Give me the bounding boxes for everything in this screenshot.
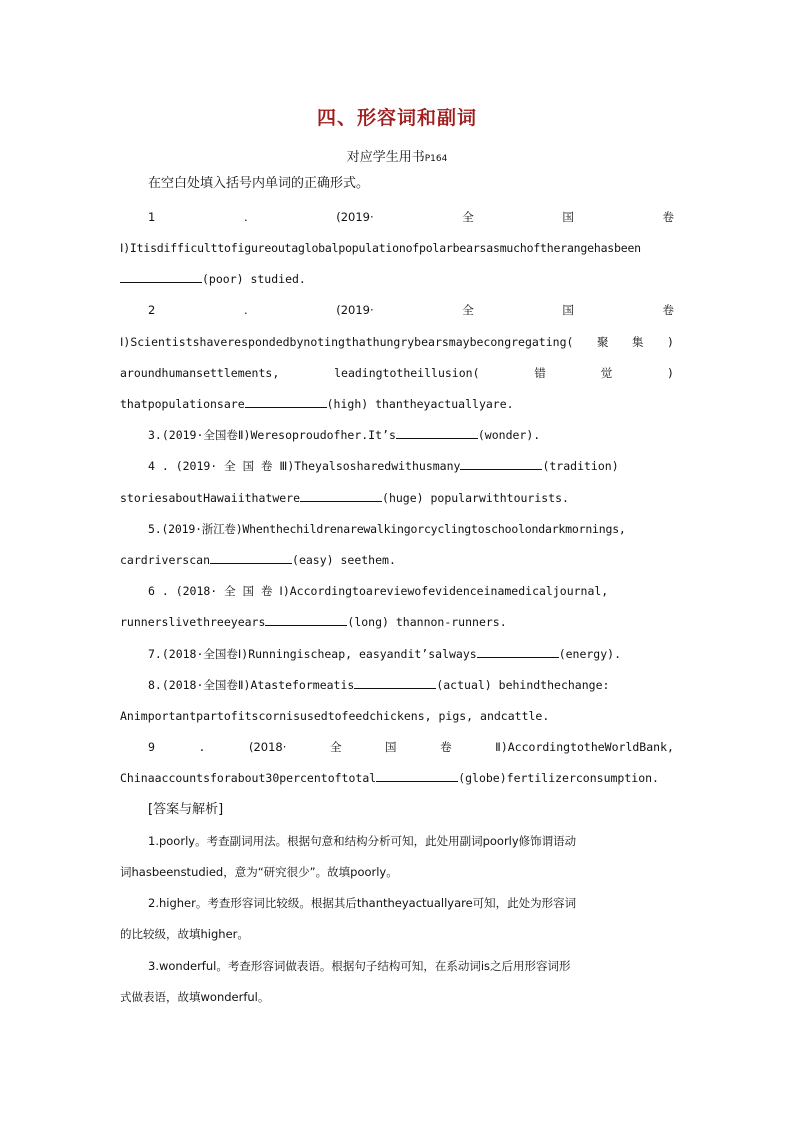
q9-header [148,738,674,756]
q9-head-part: 卷 [440,740,452,754]
q2-head-part: 全 [462,303,474,317]
q1-line3 [120,270,674,288]
q4-line2 [120,489,674,507]
q2-text: ) [667,366,674,380]
q2-text: thatpopulationsare [120,397,245,411]
q2-text: Ⅰ)Scientistshaverespondedbynotingthathungrybearsmaybecongregating( [120,335,574,349]
answer-1-line2: 词hasbeenstudied，意为“研究很少”。故填poorly。 [120,865,398,879]
q6-line1: 6 . (2018· 全 国 卷 Ⅰ)Accordingtoareviewofevidenceinamedicaljournal, [148,584,609,598]
q9-head-part: Ⅱ)AccordingtotheWorldBank, [495,740,674,754]
q2-header [148,301,674,319]
answer-heading: [答案与解析] [148,802,224,817]
answer-blank[interactable] [460,457,542,470]
answer-3-line1: 3.wonderful。考查形容词做表语。根据句子结构可知，在系动词is之后用形容词形 [148,959,571,973]
section-title: 四、形容词和副词 [316,107,477,129]
answer-blank[interactable] [396,426,478,439]
q1-line2: Ⅰ)Itisdifficulttofigureoutaglobalpopulationofpolarbearsasmuchoftherangehasbeen [120,241,641,255]
q2-text: leadingtotheillusion( [334,366,480,380]
q1-head-part: . [243,210,248,224]
q5-line1: 5.(2019·浙江卷)Whenthechildrenarewalkingorcyclingtoschoolondarkmornings, [148,522,626,536]
answer-3-line2: 式做表语，故填wonderful。 [120,990,270,1004]
q1-head-part: 全 [462,210,474,224]
q2-head-part: . [243,303,248,317]
answer-blank[interactable] [120,270,202,283]
q9-text: Chinaaccountsforabout30percentoftotal [120,771,377,785]
q6-text: runnerslivethreeyears [120,615,266,629]
q6-line2 [120,613,674,631]
q9-head-part: 9 [148,740,155,754]
q9-head-part: . [198,740,206,754]
q8-line2: Animportantpartofitscornisusedtofeedchickens, pigs, andcattle. [120,709,550,723]
q4-text: 4 . (2019· 全 国 卷 Ⅲ)Theyalsosharedwithusmany [148,459,461,473]
q3-line [148,426,674,444]
q4-line1 [148,457,674,475]
q3-hint: (wonder). [477,428,541,442]
instruction: 在空白处填入括号内单词的正确形式。 [148,176,370,191]
q2-hint: (high) thantheyactuallyare. [326,397,514,411]
q7-line [148,645,674,663]
q2-head-part: 卷 [662,303,674,317]
q9-head-part: 全 [329,740,342,754]
q6-hint: (long) thannon-runners. [347,615,507,629]
q2-gloss-char: 集 [632,335,644,349]
q2-head-part: 2 [148,303,156,317]
q5-text: cardriverscan [120,553,211,567]
answer-blank[interactable] [265,613,347,626]
q2-text: ) [667,335,674,349]
q1-head-part: 1 [148,210,156,224]
q8-line1 [148,676,674,694]
q9-hint: (globe)fertilizerconsumption. [458,771,659,785]
answer-blank[interactable] [354,676,436,689]
page-reference-text: 对应学生用书 [346,150,425,165]
page-reference-number: P164 [424,154,448,164]
answer-blank[interactable] [245,395,327,408]
q9-line2 [120,769,674,787]
q2-head-part: 国 [562,303,574,317]
answer-blank[interactable] [376,769,458,782]
q9-head-part: (2018· [249,740,287,754]
q1-head-part: (2019· [336,210,374,224]
answer-2-line2: 的比较级，故填higher。 [120,927,249,941]
q1-hint: (poor) studied. [202,272,306,286]
answer-2-line1: 2.higher。考查形容词比较级。根据其后thantheyactuallyare可知，此处为形容词 [148,896,577,910]
answer-blank[interactable] [210,551,292,564]
page-reference [0,146,794,165]
q8-hint: (actual) behindthechange: [436,678,610,692]
q4-hint: (tradition) [542,459,619,473]
q2-line3 [120,364,674,382]
q9-head-part: 国 [385,740,397,754]
q4-text: storiesaboutHawaiithatwere [120,491,301,505]
q7-hint: (energy). [558,647,621,661]
q1-head-part: 卷 [662,210,674,224]
q5-hint: (easy) seethem. [292,553,396,567]
q2-head-part: (2019· [336,303,374,317]
answer-1-line1: 1.poorly。考查副词用法。根据句意和结构分析可知，此处用副词poorly修饰谓语动 [148,834,577,848]
q2-text: aroundhumansettlements, [120,366,280,380]
q3-text: 3.(2019·全国卷Ⅱ)Weresoproudofher.It’s [148,428,396,442]
q7-text: 7.(2018·全国卷Ⅰ)Runningischeap, easyandit’salways [148,647,477,661]
q2-gloss-char: 错 [534,366,546,380]
q1-header [148,208,674,226]
q1-head-part: 国 [562,210,574,224]
q2-line2 [120,333,674,351]
q2-gloss-char: 聚 [596,335,609,349]
q5-line2 [120,551,674,569]
q8-text: 8.(2018·全国卷Ⅱ)Atasteformeatis [148,678,355,692]
q4-hint: (huge) popularwithtourists. [382,491,569,505]
q2-line4 [120,395,674,413]
q2-gloss-char: 觉 [600,366,613,380]
answer-blank[interactable] [300,489,382,502]
answer-blank[interactable] [477,645,559,658]
